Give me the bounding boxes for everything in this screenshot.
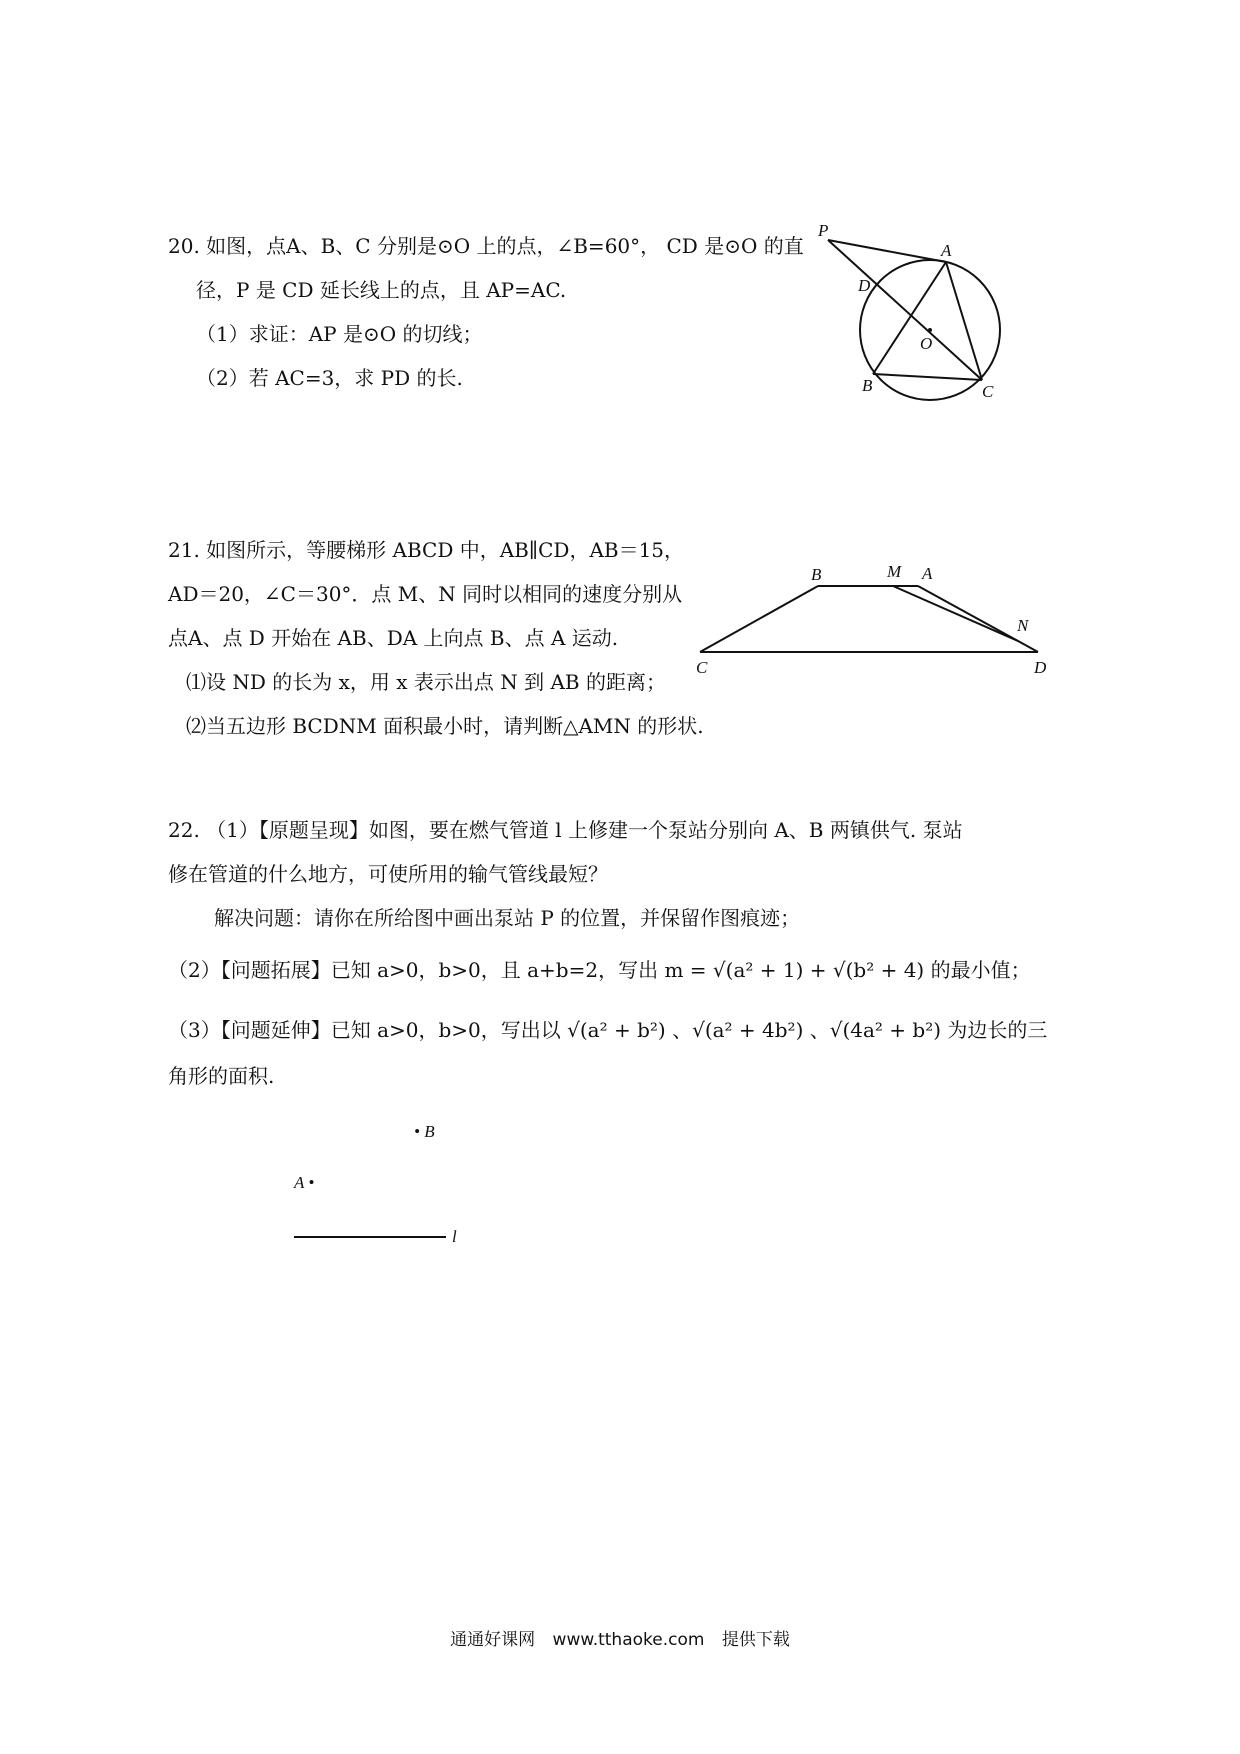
label-l: l (452, 1227, 457, 1246)
q21-part-1: ⑴设 ND 的长为 x，用 x 表示出点 N 到 AB 的距离； (186, 670, 666, 694)
label-c: C (696, 658, 708, 677)
line-p-c (828, 240, 982, 380)
side-c-b (700, 586, 818, 652)
line-a-b (873, 262, 946, 374)
label-p: P (818, 221, 829, 240)
q22-part-3-line-1: （3）【问题延伸】已知 a>0，b>0，写出以 √(a² + b²) 、√(a² + 4b²) 、√(4a² + b²) 为边长的三 (168, 1018, 1048, 1042)
label-m: M (887, 562, 902, 581)
q22-part-3-line-2: 角形的面积. (168, 1064, 275, 1088)
footer-url[interactable]: www.tthaoke.com (552, 1630, 705, 1650)
label-b: B (862, 376, 873, 395)
page-footer (0, 1628, 1240, 1652)
footer-suffix: 提供下载 (721, 1630, 790, 1650)
label-b: B (811, 565, 822, 584)
q21-trapezoid-figure (690, 560, 1070, 690)
label-o: O (920, 334, 933, 353)
label-b: • B (414, 1122, 435, 1141)
label-a: A • (294, 1173, 315, 1192)
q21-part-2: ⑵当五边形 BCDNM 面积最小时，请判断△AMN 的形状. (186, 714, 704, 738)
q20-circle-figure (800, 220, 1040, 460)
q20-part-2: （2）若 AC=3，求 PD 的长. (196, 366, 463, 390)
label-a: A (941, 241, 952, 260)
q21-line-1: 21. 如图所示，等腰梯形 ABCD 中，AB∥CD，AB＝15， (168, 538, 685, 562)
q20-part-1: （1）求证：AP 是⊙O 的切线； (196, 322, 483, 346)
q22-line-2: 修在管道的什么地方，可使所用的输气管线最短？ (168, 862, 608, 886)
q22-line-1: 22. （1）【原题呈现】如图，要在燃气管道 l 上修建一个泵站分别向 A、B 两镇供气. 泵站 (168, 818, 963, 842)
line-p-a (828, 240, 946, 262)
center-o-dot (928, 328, 932, 332)
q21-line-3: 点A、点 D 开始在 AB、DA 上向点 B、点 A 运动. (168, 626, 619, 650)
q22-pipeline-figure (280, 1110, 500, 1260)
line-b-c (873, 374, 982, 380)
q22-line-3: 解决问题：请你在所给图中画出泵站 P 的位置，并保留作图痕迹； (214, 906, 801, 930)
label-d: D (858, 276, 871, 295)
q20-line-1: 20. 如图，点A、B、C 分别是⊙O 上的点，∠B=60°， CD 是⊙O 的直 (168, 234, 804, 258)
label-c: C (982, 382, 994, 401)
label-n: N (1017, 616, 1029, 635)
label-d: D (1034, 658, 1047, 677)
q20-line-2: 径，P 是 CD 延长线上的点，且 AP=AC. (196, 278, 567, 302)
label-a: A (922, 564, 933, 583)
footer-site-name: 通通好课网 (450, 1630, 536, 1650)
q21-line-2: AD＝20，∠C＝30°．点 M、N 同时以相同的速度分别从 (168, 582, 683, 606)
q22-part-2: （2）【问题拓展】已知 a>0，b>0，且 a+b=2，写出 m = √(a² + 1) + √(b² + 4) 的最小值； (168, 958, 1031, 982)
segment-m-n (893, 586, 1018, 641)
